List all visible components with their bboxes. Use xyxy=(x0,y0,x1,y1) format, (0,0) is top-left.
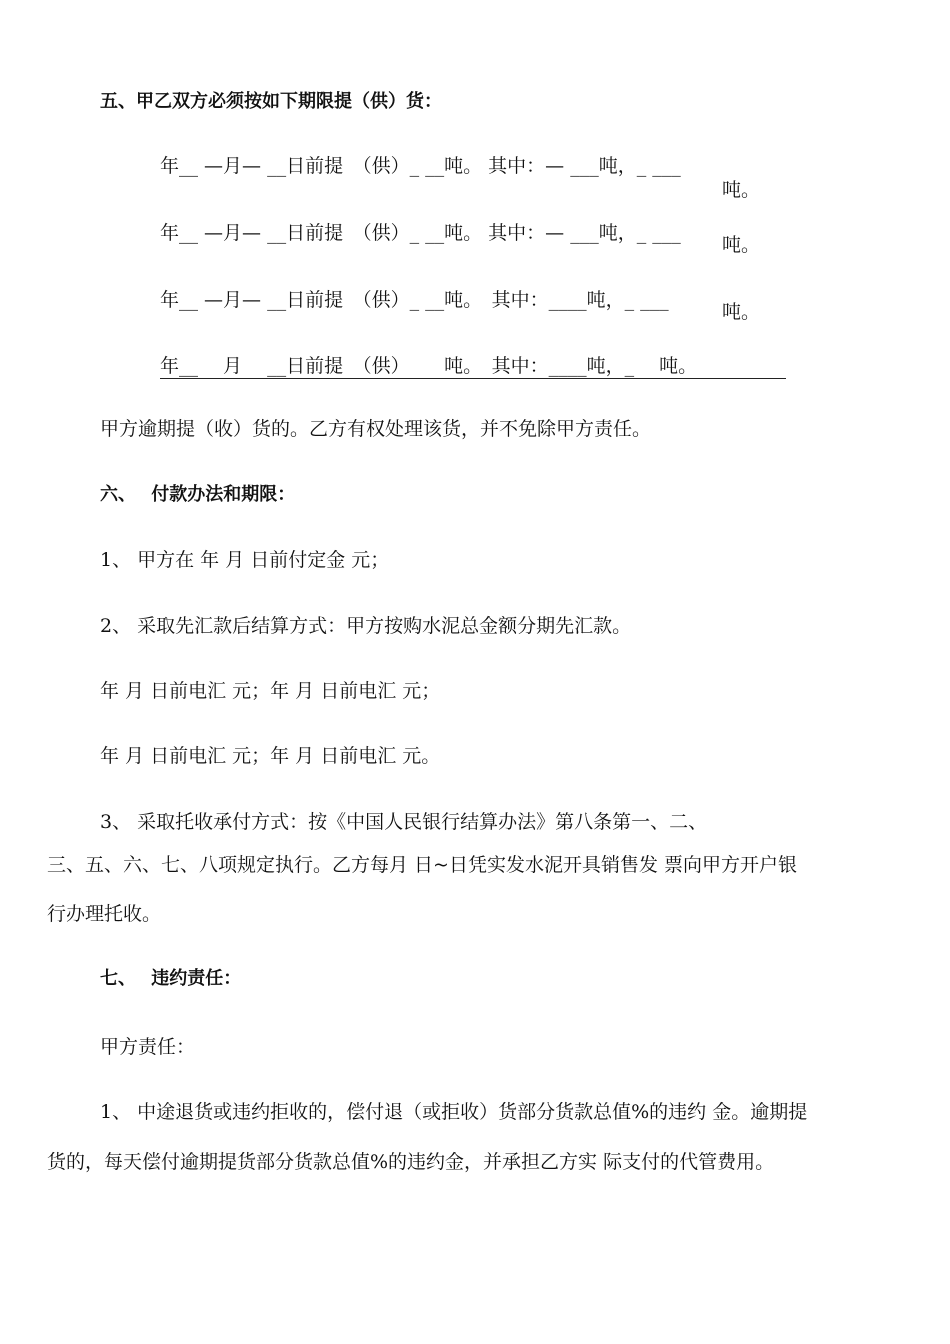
section5-note: 甲方逾期提（收）货的。乙方有权处理该货，并不免除甲方责任。 xyxy=(100,418,652,440)
section6-item1: 1、 甲方在 年 月 日前付定金 元； xyxy=(100,549,390,571)
section7-item1-line1: 1、 中途退货或违约拒收的，偿付退（或拒收）货部分货款总值%的违约 金。逾期提 xyxy=(100,1101,808,1123)
schedule-row-2-tail: 吨。 xyxy=(722,234,761,256)
section7-party-a: 甲方责任： xyxy=(100,1036,196,1058)
section6-item3-line2: 三、五、六、七、八项规定执行。乙方每月 日~日凭实发水泥开具销售发 票向甲方开户银 xyxy=(47,854,798,876)
section6-item3-line3: 行办理托收。 xyxy=(47,903,162,925)
schedule-row-4: 年__ 月 __日前提 （供） 吨。 其中：____吨，_ 吨。 xyxy=(160,355,698,377)
schedule-row-3-tail: 吨。 xyxy=(722,301,761,323)
section6-item2: 2、 采取先汇款后结算方式：甲方按购水泥总金额分期先汇款。 xyxy=(100,615,632,637)
schedule-row-3: 年__ —月— __日前提 （供）_ __吨。 其中：____吨，_ ___ xyxy=(160,289,669,311)
section7-item1-line2: 货的，每天偿付逾期提货部分货款总值%的违约金，并承担乙方实 际支付的代管费用。 xyxy=(47,1151,775,1173)
section5-heading: 五、甲乙双方必须按如下期限提（供）货： xyxy=(100,91,442,112)
schedule-row-1: 年__ —月— __日前提 （供）_ __吨。 其中：— ___吨，_ ___ xyxy=(160,155,681,177)
schedule-row-1-tail: 吨。 xyxy=(722,179,761,201)
schedule-row-2: 年__ —月— __日前提 （供）_ __吨。 其中：— ___吨，_ ___ xyxy=(160,222,681,244)
section6-heading: 六、 付款办法和期限： xyxy=(100,484,296,505)
section6-remit-line1: 年 月 日前电汇 元；年 月 日前电汇 元； xyxy=(100,680,441,702)
schedule-row-4-underline xyxy=(160,378,786,379)
section7-heading: 七、 违约责任： xyxy=(100,968,242,989)
section6-item3-line1: 3、 采取托收承付方式：按《中国人民银行结算办法》第八条第一、二、 xyxy=(100,811,708,833)
section6-remit-line2: 年 月 日前电汇 元；年 月 日前电汇 元。 xyxy=(100,745,441,767)
